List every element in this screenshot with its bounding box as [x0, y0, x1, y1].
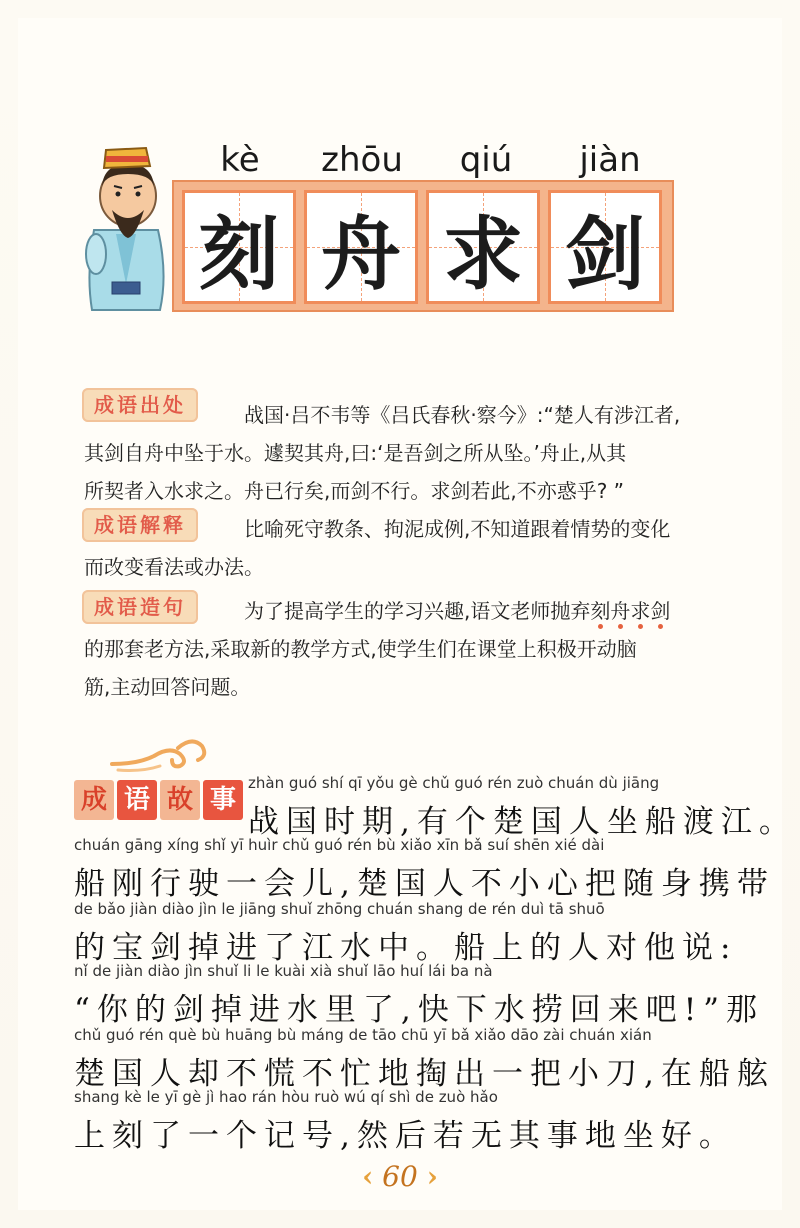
title-char-1: 刻	[199, 207, 279, 301]
story-text-1: 战国时期,有个楚国人坐船渡江。	[248, 804, 797, 840]
source-tag: 成语出处	[82, 388, 198, 422]
story-line-3	[74, 900, 738, 967]
story-pinyin-5: chǔ guó rén què bù huāng bù máng de tāo chū yī bǎ xiǎo dāo zài chuán xián	[74, 1026, 652, 1044]
story-text-3: 的宝剑掉进了江水中。船上的人对他说:	[74, 930, 738, 966]
title-cell	[426, 190, 540, 304]
story-text-2: 船刚行驶一会儿,楚国人不小心把随身携带	[74, 866, 775, 902]
story-text-5: 楚国人却不慌不忙地掏出一把小刀,在船舷	[74, 1056, 775, 1092]
title-char-4: 剑	[565, 207, 645, 301]
story-tag	[74, 780, 246, 820]
emphasis-char: 求	[630, 599, 651, 623]
source-line-1: 战国·吕不韦等《吕氏春秋·察今》:“楚人有涉江者,	[244, 403, 681, 427]
example-paragraph	[84, 592, 734, 706]
example-tag: 成语造句	[82, 590, 198, 624]
title-cell	[548, 190, 662, 304]
cloud-swirl-icon	[108, 734, 208, 776]
title-cell	[304, 190, 418, 304]
story-tag-char: 事	[203, 780, 243, 820]
title-pinyin-1: kè	[220, 140, 260, 180]
story-tag-char: 故	[160, 780, 200, 820]
example-line-1	[84, 592, 734, 630]
meaning-tag: 成语解释	[82, 508, 198, 542]
story-pinyin-6: shang kè le yī gè jì hao rán hòu ruò wú qí shì de zuò hǎo	[74, 1088, 498, 1106]
title-pinyin-2: zhōu	[321, 140, 403, 180]
title-char-3: 求	[443, 207, 523, 301]
source-line-2: 其剑自舟中坠于水。遽契其舟,曰:‘是吾剑之所从坠。’舟止,从其	[84, 441, 627, 465]
example-line-3: 筋,主动回答问题。	[84, 675, 251, 699]
ancient-man-illustration	[76, 134, 176, 314]
meaning-paragraph	[84, 510, 734, 586]
story-pinyin-3: de bǎo jiàn diào jìn le jiāng shuǐ zhōng chuán shang de rén duì tā shuō	[74, 900, 605, 918]
story-pinyin-4: nǐ de jiàn diào jìn shuǐ li le kuài xià shuǐ lāo huí lái ba nà	[74, 962, 493, 980]
story-pinyin-2: chuán gāng xíng shǐ yī huìr chǔ guó rén bù xiǎo xīn bǎ suí shēn xié dài	[74, 836, 605, 854]
emphasis-char: 舟	[610, 599, 631, 623]
meaning-line-1: 比喻死守教条、拘泥成例,不知道跟着情势的变化	[244, 517, 671, 541]
story-tag-char: 语	[117, 780, 157, 820]
chevron-right-icon: ›	[426, 1160, 438, 1193]
story-line-2	[74, 836, 775, 903]
title-char-2: 舟	[321, 207, 401, 301]
example-line-1-text: 为了提高学生的学习兴趣,语文老师抛弃	[244, 599, 591, 623]
source-line-3: 所契者入水求之。舟已行矣,而剑不行。求剑若此,不亦惑乎? ”	[84, 479, 625, 503]
story-text-6: 上刻了一个记号,然后若无其事地坐好。	[74, 1118, 737, 1154]
page-number-value: 60	[382, 1160, 418, 1193]
emphasis-char: 刻	[590, 599, 611, 623]
page-number	[0, 1160, 800, 1193]
title-cell	[182, 190, 296, 304]
title-frame	[172, 180, 674, 312]
story-pinyin-1: zhàn guó shí qī yǒu gè chǔ guó rén zuò chuán dù jiāng	[248, 774, 660, 792]
title-pinyin-3: qiú	[459, 140, 513, 180]
emphasis-char: 剑	[650, 599, 671, 623]
story-line-6	[74, 1088, 737, 1155]
story-tag-char: 成	[74, 780, 114, 820]
title-pinyin-4: jiàn	[579, 140, 641, 180]
story-text-4: “你的剑掉进水里了,快下水捞回来吧!”那	[74, 992, 765, 1028]
source-paragraph	[84, 396, 734, 510]
story-line-5	[74, 1026, 775, 1093]
chevron-left-icon: ‹	[362, 1160, 374, 1193]
story-line-1	[248, 774, 797, 841]
example-line-2: 的那套老方法,采取新的教学方式,使学生们在课堂上积极开动脑	[84, 637, 637, 661]
meaning-line-2: 而改变看法或办法。	[84, 555, 264, 579]
story-line-4	[74, 962, 765, 1029]
